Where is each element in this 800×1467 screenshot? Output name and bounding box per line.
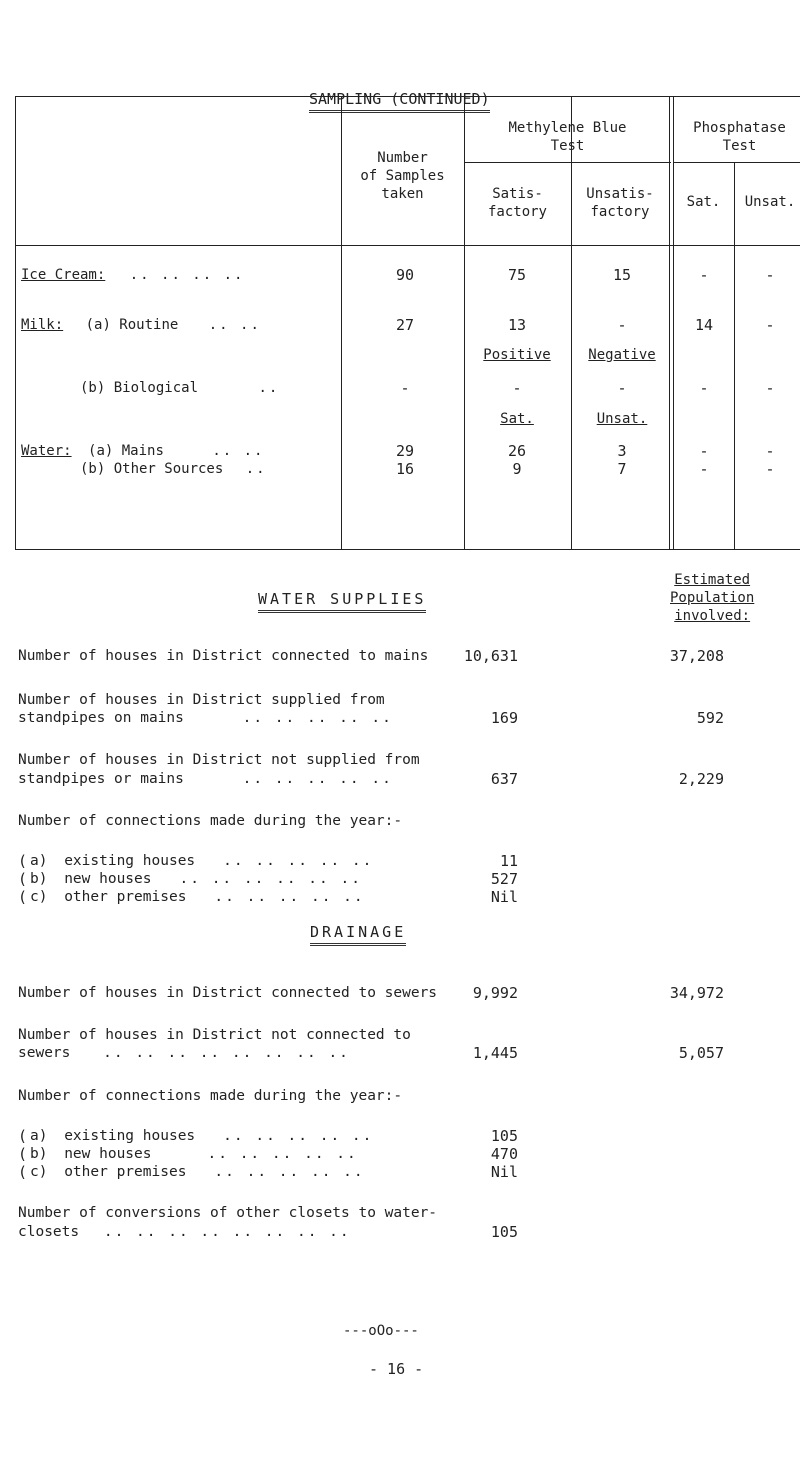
milk-b-unsat: - — [617, 379, 627, 397]
water-b-samples: 16 — [395, 460, 415, 478]
estimated-population-heading: Estimated Population involved: — [670, 572, 755, 624]
unsat-label: Unsat. — [596, 411, 648, 427]
milk-a-punsat: - — [765, 316, 775, 334]
water-b-psat: - — [699, 460, 709, 478]
water-items-list: a) existing houses .. .. .. .. .. b) new houses .. .. .. .. .. .. c) other premises .. .. .. .. .. — [30, 853, 374, 905]
header-samples: Number of Samples taken — [360, 150, 445, 202]
water-b-unsat: 7 — [617, 460, 627, 478]
sewers-label: Number of houses in District connected to sewers — [18, 985, 438, 1001]
conversions-label-2: closets .. .. .. .. .. .. .. .. — [18, 1224, 351, 1240]
header-phosphatase: Phosphatase Test — [693, 120, 786, 154]
milk-b-punsat: - — [765, 379, 775, 397]
row-milk-biological: (b) Biological .. — [80, 380, 280, 396]
not-supplied-label-1: Number of houses in District not supplied from — [18, 752, 420, 768]
header-methylene-blue: Methylene Blue Test — [508, 120, 627, 154]
conversions-label-1: Number of conversions of other closets to water- — [18, 1205, 438, 1221]
water-items-values: 11 527 Nil — [490, 852, 518, 906]
ice-cream-punsat: - — [765, 266, 775, 284]
row-water-mains: Water: (a) Mains .. .. — [21, 443, 265, 459]
water-a-unsat: 3 — [617, 442, 627, 460]
water-b-punsat: - — [765, 460, 775, 478]
sewers-population: 34,972 — [669, 984, 724, 1002]
ice-cream-psat: - — [699, 266, 709, 284]
water-a-sat: 26 — [507, 442, 527, 460]
standpipes-value: 169 — [490, 709, 518, 727]
positive-label: Positive — [483, 347, 551, 363]
footer-separator: ---oOo--- — [343, 1323, 419, 1339]
header-mbt-unsatisfactory: Unsatis- factory — [586, 186, 654, 220]
page-title: SAMPLING (CONTINUED) — [309, 90, 490, 113]
milk-a-samples: 27 — [395, 316, 415, 334]
not-sewered-label-2: sewers .. .. .. .. .. .. .. .. — [18, 1045, 350, 1061]
milk-b-psat: - — [699, 379, 709, 397]
standpipes-population: 592 — [696, 709, 724, 727]
milk-b-samples: - — [400, 379, 410, 397]
ice-cream-unsat: 15 — [612, 266, 632, 284]
milk-b-sat: - — [512, 379, 522, 397]
water-connections-label: Number of connections made during the year:- — [18, 813, 403, 829]
standpipes-label-1: Number of houses in District supplied from — [18, 692, 385, 708]
sampling-table — [15, 96, 800, 550]
ice-cream-sat: 75 — [507, 266, 527, 284]
drainage-items-values: 105 470 Nil — [490, 1127, 518, 1181]
header-phos-unsat: Unsat. — [744, 194, 796, 210]
page-number: - 16 - — [369, 1360, 424, 1378]
water-b-sat: 9 — [512, 460, 522, 478]
row-ice-cream: Ice Cream: .. .. .. .. — [21, 267, 245, 283]
header-phos-sat: Sat. — [686, 194, 721, 210]
standpipes-label-2: standpipes on mains .. .. .. .. .. — [18, 710, 393, 726]
water-a-samples: 29 — [395, 442, 415, 460]
sewers-value: 9,992 — [472, 984, 518, 1002]
water-a-punsat: - — [765, 442, 775, 460]
mains-label: Number of houses in District connected to mains — [18, 648, 429, 664]
milk-a-unsat: - — [617, 316, 627, 334]
not-sewered-population: 5,057 — [678, 1044, 724, 1062]
not-sewered-value: 1,445 — [472, 1044, 518, 1062]
not-sewered-label-1: Number of houses in District not connected to — [18, 1027, 411, 1043]
not-supplied-value: 637 — [490, 770, 518, 788]
milk-a-sat: 13 — [507, 316, 527, 334]
drainage-items-bracket: ( ( ( — [18, 1127, 28, 1181]
not-supplied-population: 2,229 — [678, 770, 724, 788]
water-supplies-heading: WATER SUPPLIES — [258, 590, 426, 613]
sat-label: Sat. — [500, 411, 534, 427]
drainage-connections-label: Number of connections made during the year:- — [18, 1088, 403, 1104]
header-mbt-satisfactory: Satis- factory — [487, 186, 547, 220]
mains-population: 37,208 — [669, 647, 724, 665]
row-milk-routine: Milk: (a) Routine .. .. — [21, 317, 261, 333]
drainage-heading: DRAINAGE — [310, 923, 406, 946]
not-supplied-label-2: standpipes or mains .. .. .. .. .. — [18, 771, 393, 787]
drainage-items-list: a) existing houses .. .. .. .. .. b) new houses .. .. .. .. .. c) other premises .. .. .. .. .. — [30, 1128, 374, 1180]
row-water-other: (b) Other Sources .. — [80, 461, 267, 477]
negative-label: Negative — [588, 347, 656, 363]
ice-cream-samples: 90 — [395, 266, 415, 284]
mains-value: 10,631 — [463, 647, 518, 665]
water-a-psat: - — [699, 442, 709, 460]
milk-a-psat: 14 — [694, 316, 714, 334]
conversions-value: 105 — [490, 1223, 518, 1241]
water-items-bracket: ( ( ( — [18, 852, 28, 906]
